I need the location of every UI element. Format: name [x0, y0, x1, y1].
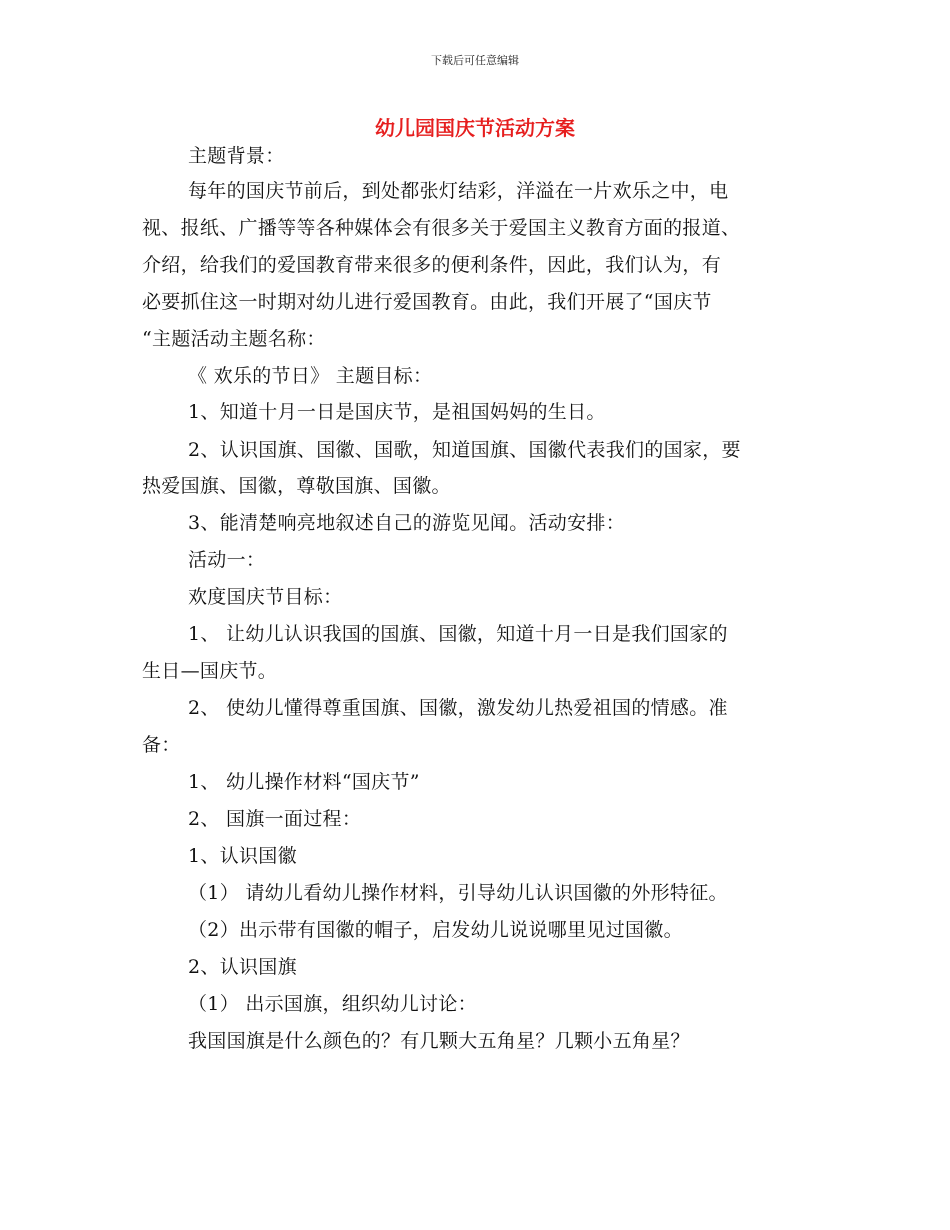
body-line: （2）出示带有国徽的帽子，启发幼儿说说哪里见过国徽。: [188, 919, 683, 941]
body-line: 热爱国旗、国徽，尊敬国旗、国徽。: [142, 475, 451, 497]
body-line: （1） 出示国旗，组织幼儿讨论：: [188, 993, 477, 1015]
body-line: 介绍，给我们的爱国教育带来很多的便利条件，因此，我们认为，有: [142, 254, 722, 276]
body-line: 每年的国庆节前后，到处都张灯结彩，洋溢在一片欢乐之中，电: [188, 180, 729, 202]
body-line: 《 欢乐的节日》 主题目标：: [188, 365, 433, 387]
body-line: 2、认识国旗、国徽、国歌，知道国旗、国徽代表我们的国家，要: [188, 439, 741, 461]
body-line: 1、知道十月一日是国庆节，是祖国妈妈的生日。: [188, 401, 606, 423]
body-line: 1、 幼儿操作材料“国庆节”: [188, 771, 420, 793]
body-line: 备：: [142, 734, 181, 756]
body-line: 1、认识国徽: [188, 845, 297, 867]
body-line: 我国国旗是什么颜色的？有几颗大五角星？几颗小五角星？: [188, 1030, 690, 1052]
body-line: 1、 让幼儿认识我国的国旗、国徽，知道十月一日是我们国家的: [188, 623, 728, 645]
body-line: 2、 使幼儿懂得尊重国旗、国徽，激发幼儿热爱祖国的情感。准: [188, 697, 728, 719]
body-line: 主题背景：: [188, 145, 285, 167]
body-line: 生日—国庆节。: [142, 660, 278, 682]
body-line: “主题活动主题名称：: [142, 328, 326, 350]
body-line: 视、报纸、广播等等各种媒体会有很多关于爱国主义教育方面的报道、: [142, 217, 741, 239]
body-line: 活动一：: [188, 549, 266, 571]
body-line: 2、 国旗一面过程：: [188, 808, 362, 830]
document-title: 幼儿园国庆节活动方案: [375, 116, 575, 140]
body-line: 欢度国庆节目标：: [188, 586, 343, 608]
body-line: 2、认识国旗: [188, 956, 297, 978]
body-line: 必要抓住这一时期对幼儿进行爱国教育。由此，我们开展了“国庆节: [142, 291, 712, 313]
body-line: 3、能清楚响亮地叙述自己的游览见闻。活动安排：: [188, 512, 625, 534]
header-note: 下载后可任意编辑: [431, 54, 519, 67]
body-line: （1） 请幼儿看幼儿操作材料，引导幼儿认识国徽的外形特征。: [188, 882, 728, 904]
